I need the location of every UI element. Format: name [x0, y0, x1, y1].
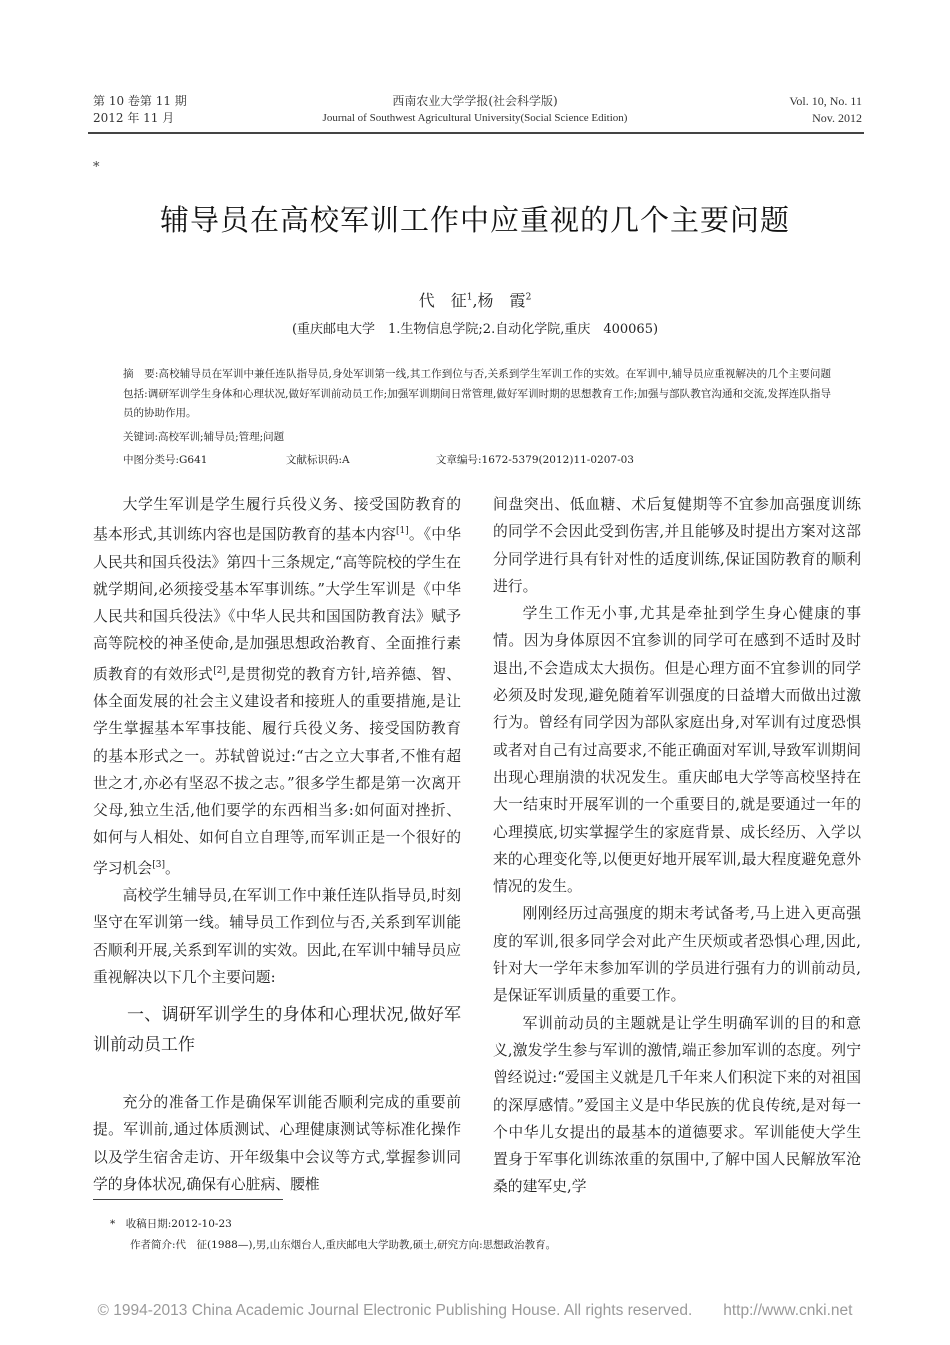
affiliation: (重庆邮电大学 1.生物信息学院;2.自动化学院,重庆 400065)	[291, 322, 659, 337]
author-name: 代 征	[418, 291, 467, 310]
paragraph: 大学生军训是学生履行兵役义务、接受国防教育的基本形式,其训练内容也是国防教育的基本内容[1]。《中华人民共和国兵役法》第四十三条规定,“高等院校的学生在就学期间,必须接受基本军事训练。”大学生军训是《中华人民共和国兵役法》《中华人民共和国国防教育法》赋予高等院校的神圣使命,是加强思想政治教育、全面推行素质教育的有效形式[2],是贯彻党的教育方针,培养德、智、体全面发展的社会主义建设者和接班人的重要措施,是让学生掌握基本军事技能、履行兵役义务、接受国防教育的基本形式之一。苏轼曾说过:“古之立大事者,不惟有超世之才,亦必有坚忍不拔之志。”很多学生都是第一次离开父母,独立生活,他们要学的东西相当多:如何面对挫折、如何与人相处、如何自立自理等,而军训正是一个很好的学习机会[3]。	[93, 496, 461, 877]
paragraph: 刚刚经历过高强度的期末考试备考,马上进入更高强度的军训,很多同学会对此产生厌烦或者恐惧心理,因此,针对大一学年末参加军训的学员进行强有力的训前动员,是保证军训质量的重要工作。	[493, 905, 861, 1005]
citation-ref: [3]	[152, 859, 165, 870]
document-code: 文献标识码:A	[286, 454, 350, 466]
body-column-right	[493, 491, 861, 1201]
header-rule	[88, 132, 864, 134]
paragraph: 军训前动员的主题就是让学生明确军训的目的和意义,激发学生参与军训的激情,端正参加军训的态度。列宁曾经说过:“爱国主义就是几千年来人们积淀下来的对祖国的深厚感情。”爱国主义是中华民族的优良传统,是对每一个中华儿女提出的最基本的道德要求。军训能使大学生置身于军事化训练浓重的氛围中,了解中国人民解放军沧桑的建军史,学	[493, 1014, 861, 1196]
journal-name-cn: 西南农业大学学报(社会科学版)	[392, 94, 558, 108]
paragraph: 间盘突出、低血糖、术后复健期等不宜参加高强度训练的同学不会因此受到伤害,并且能够及时提出方案对这部分同学进行具有针对性的适度训练,保证国防教育的顺利进行。	[493, 496, 861, 595]
header-date: 2012 年 11 月	[93, 111, 175, 125]
header-issue-info	[93, 93, 187, 127]
author-affil-index: 1	[466, 292, 473, 303]
copyright-watermark: © 1994-2013 China Academic Journal Electronic Publishing House. All rights reserved. http://www.cnki.net	[97, 1302, 853, 1319]
footnote-star: *	[110, 1218, 126, 1230]
author-separator: ,	[472, 291, 478, 310]
header-issue-info-en	[789, 93, 862, 127]
footnote-rule	[93, 1199, 283, 1200]
header-journal	[250, 93, 700, 127]
section-heading: 一、调研军训学生的身体和心理状况,做好军训前动员工作	[93, 1005, 461, 1056]
paper-title: 辅导员在高校军训工作中应重视的几个主要问题	[159, 203, 790, 237]
author-name: 杨 霞	[477, 291, 526, 310]
body-column-left	[93, 491, 461, 1198]
journal-name-en: Journal of Southwest Agricultural University(Social Science Edition)	[322, 112, 628, 124]
footnote-marker: *	[93, 160, 100, 175]
abstract	[123, 365, 831, 424]
header-date-en: Nov. 2012	[812, 111, 862, 125]
keywords-text: 高校军训;辅导员;管理;问题	[158, 431, 285, 443]
paragraph: 学生工作无小事,尤其是牵扯到学生身心健康的事情。因为身体原因不宜参训的同学可在感到不适时及时退出,不会造成太大损伤。但是心理方面不宜参训的同学必须及时发现,避免随着军训强度的日益增大而做出过激行为。曾经有同学因为部队家庭出身,对军训有过度恐惧或者对自己有过高要求,不能正确面对军训,导致军训期间出现心理崩溃的状况发生。重庆邮电大学等高校坚持在大一结束时开展军训的一个重要目的,就是要通过一年的心理摸底,切实掌握学生的家庭背景、成长经历、入学以来的心理变化等,以便更好地开展军训,最大程度避免意外情况的发生。	[493, 605, 861, 896]
header-volume-en: Vol. 10, No. 11	[789, 94, 862, 108]
abstract-text: 高校辅导员在军训中兼任连队指导员,身处军训第一线,其工作到位与否,关系到学生军训工作的实效。在军训中,辅导员应重视解决的几个主要问题包括:调研军训学生身体和心理状况,做好军训前动员工作;加强军训期间日常管理,做好军训时期的思想教育工作;加强与部队教官沟通和交流,发挥连队指导员的协助作用。	[123, 368, 831, 419]
article-number: 文章编号:1672-5379(2012)11-0207-03	[436, 454, 634, 466]
paragraph: 高校学生辅导员,在军训工作中兼任连队指导员,时刻坚守在军训第一线。辅导员工作到位与否,关系到军训能否顺利开展,关系到军训的实效。因此,在军训中辅导员应重视解决以下几个主要问题:	[93, 886, 461, 986]
header-volume-issue: 第 10 卷第 11 期	[93, 94, 187, 108]
author-line	[0, 288, 950, 311]
footnote-author-bio: 作者简介:代 征(1988—),男,山东烟台人,重庆邮电大学助教,硕士,研究方向:思想政治教育。	[130, 1239, 557, 1251]
author-affil-index: 2	[525, 292, 532, 303]
citation-ref: [2]	[213, 665, 226, 676]
clc-number: 中图分类号:G641	[123, 454, 208, 466]
paragraph: 充分的准备工作是确保军训能否顺利完成的重要前提。军训前,通过体质测试、心理健康测试等标准化操作以及学生宿舍走访、开年级集中会议等方式,掌握参训同学的身体状况,确保有心脏病、腰椎	[93, 1094, 461, 1193]
abstract-label: 摘 要:	[123, 368, 159, 380]
classification-line	[123, 452, 831, 467]
keywords-label: 关键词:	[123, 431, 159, 443]
footnote-received-date: * 收稿日期:2012-10-23	[110, 1218, 232, 1230]
citation-ref: [1]	[396, 526, 409, 537]
keywords	[123, 429, 284, 444]
